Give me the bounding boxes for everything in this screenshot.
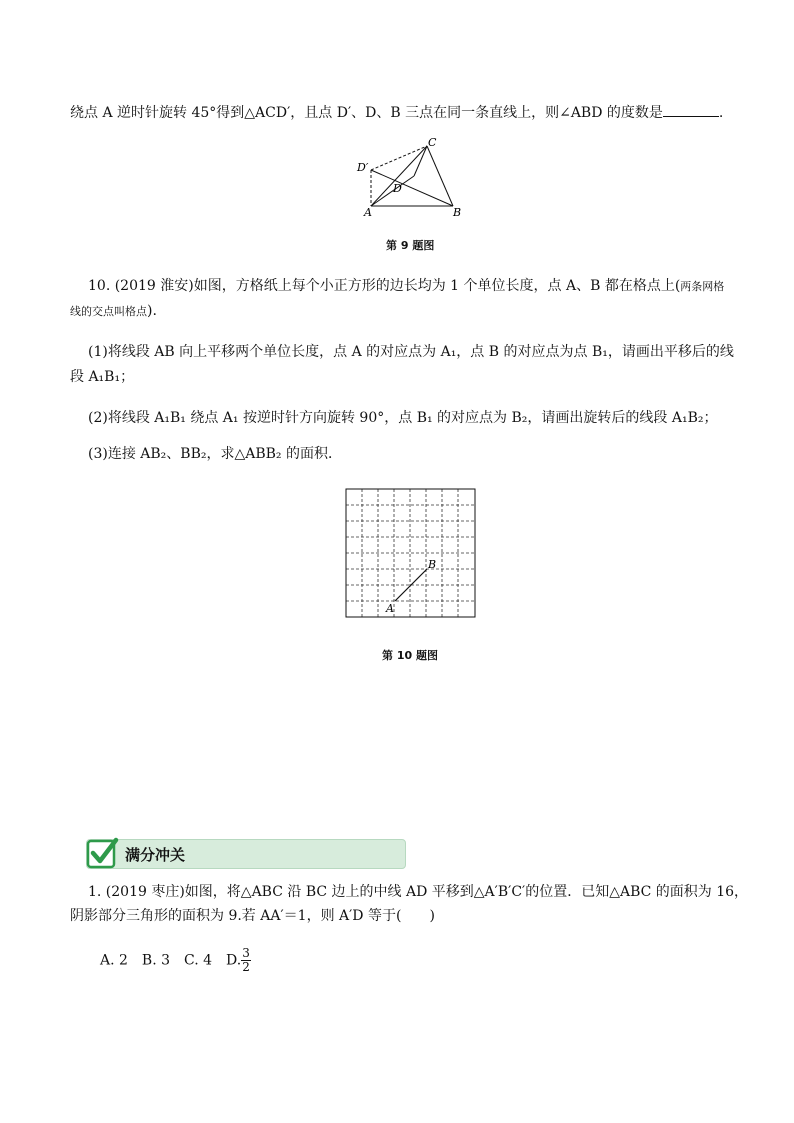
q9-seg-DC <box>414 146 427 176</box>
q9-label-B: B <box>453 206 462 219</box>
q10-part1-line1: (1)将线段 AB 向上平移两个单位长度，点 A 的对应点为 A₁，点 B 的对应点为点 B₁，请画出平移后的线 <box>88 344 734 360</box>
q10-stem-line1 <box>88 276 724 297</box>
q10-label-B: B <box>428 558 437 571</box>
q1-line2: 阴影部分三角形的面积为 9.若 AA′＝1，则 A′D 等于( ) <box>70 908 435 924</box>
q1-line1: 1. (2019 枣庄)如图，将△ABC 沿 BC 边上的中线 AD 平移到△A′B′C′的位置．已知△ABC 的面积为 16， <box>88 884 749 900</box>
q9-label-A: A <box>364 206 372 219</box>
q10-stem-end: ). <box>147 303 157 319</box>
q10-grid-figure <box>345 488 477 620</box>
checkmark-icon <box>85 836 119 870</box>
q9-answer-blank[interactable] <box>663 102 719 117</box>
q10-label-A: A <box>386 602 394 615</box>
q9-seg-CB <box>427 146 453 206</box>
q1-option-d-fraction <box>241 947 251 974</box>
q10-part3: (3)连接 AB₂、BB₂，求△ABB₂ 的面积． <box>88 446 342 462</box>
q9-label-C: C <box>428 136 437 149</box>
q10-stem-text: 10. (2019 淮安)如图，方格纸上每个小正方形的边长均为 1 个单位长度，点 A、B 都在格点上( <box>88 278 681 294</box>
q10-grid-lines <box>346 489 475 617</box>
q1-options <box>100 947 251 974</box>
q10-grid-border <box>346 489 475 617</box>
q1-frac-num: 3 <box>242 946 250 960</box>
q10-stem-line2 <box>70 301 157 322</box>
q9-seg-DpB <box>371 170 453 206</box>
q10-part2: (2)将线段 A₁B₁ 绕点 A₁ 按逆时针方向旋转 90°，点 B₁ 的对应点为 B₂，请画出旋转后的线段 A₁B₂； <box>88 410 718 426</box>
q9-figure <box>356 134 466 220</box>
q10-stem-note2: 线的交点叫格点 <box>70 305 147 318</box>
q9-text <box>70 102 723 123</box>
section-banner <box>86 839 406 869</box>
q9-label-D: D <box>393 182 402 195</box>
q9-label-Dp: D′ <box>357 161 369 174</box>
q10-caption: 第 10 题图 <box>382 649 438 662</box>
q9-seg-AC <box>371 146 427 206</box>
section-title: 满分冲关 <box>125 846 186 864</box>
q10-part1-line2: 段 A₁B₁； <box>70 369 135 385</box>
q10-stem-note1: 两条网格 <box>680 280 725 293</box>
q1-options-text: A. 2 B. 3 C. 4 D. <box>100 952 242 969</box>
q9-caption: 第 9 题图 <box>386 239 435 252</box>
q9-text-main: 绕点 A 逆时针旋转 45°得到△ACD′，且点 D′、D、B 三点在同一条直线上，则∠ABD 的度数是 <box>70 105 663 121</box>
q9-text-end: . <box>718 105 724 121</box>
q1-frac-den: 2 <box>242 960 250 974</box>
